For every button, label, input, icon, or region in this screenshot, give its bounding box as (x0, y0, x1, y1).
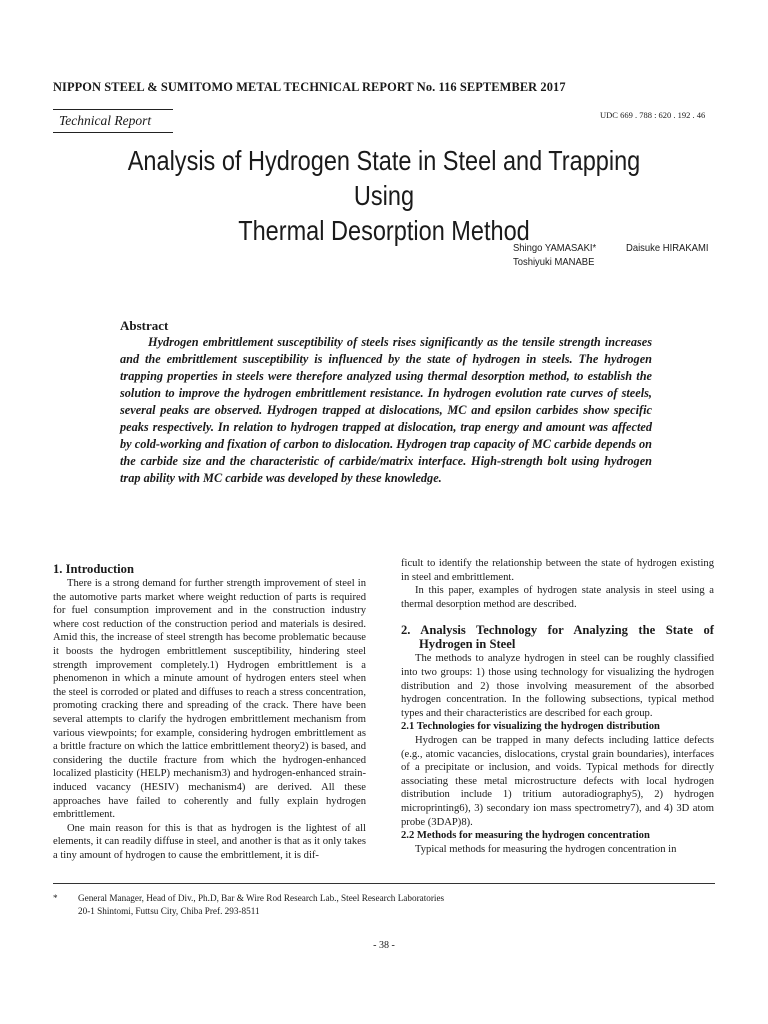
subsection-2-1-heading: 2.1 Technologies for visualizing the hydrogen distribution (401, 721, 660, 733)
scope-paragraph: In this paper, examples of hydrogen state analysis in steel using a thermal desorption method are described. (401, 585, 714, 610)
section-1-heading: 1. Introduction (53, 562, 134, 576)
article-type-label: Technical Report (59, 113, 152, 128)
subsection-2-2-paragraph: Typical methods for measuring the hydrogen concentration in (415, 843, 677, 855)
section-2-paragraph: The methods to analyze hydrogen in steel can be roughly classified into two groups: 1) those using technology for visualizing the hydrogen distribution and 2) those involving measurement of the absorbed hydrogen concentration. In the following subsections, typical method types and their characteristics are described for each group. (401, 653, 714, 719)
udc-code: UDC 669 . 788 : 620 . 192 . 46 (600, 110, 706, 120)
author-2: Daisuke HIRAKAMI (626, 242, 709, 254)
continued-paragraph: ficult to identify the relationship between the state of hydrogen existing in steel and embrittlement. (401, 558, 714, 583)
title-line-2: Thermal Desorption Method (238, 215, 530, 246)
subsection-2-1-paragraph: Hydrogen can be trapped in many defects including lattice defects (e.g., atomic vacancies, dislocations, crystal grain boundaries), interfaces of a precipitate or inclusion, and voids. Typical methods for directly associating these metal microstructure defects with local hydrogen distribution include 1) tritium autoradiography5), 2) hydrogen microprinting6), 3) secondary ion mass spectrometry7), and 4) 3D atom probe (3DAP)8). (401, 734, 714, 828)
right-column (401, 557, 714, 856)
footnote-line-2: 20-1 Shintomi, Futtsu City, Chiba Pref. 293-8511 (78, 906, 260, 916)
left-column (53, 558, 366, 862)
abstract-body: Hydrogen embrittlement susceptibility of steels rises significantly as the tensile strength increases and the embrittlement susceptibility is influenced by the state of hydrogen in steels. The hydrogen trapping properties in steels were therefore analyzed using thermal desorption method, to establish the solution to improve the hydrogen embrittlement resistance. In hydrogen evolution rate curves of steels, several peaks are observed. Hydrogen trapped at dislocations, MC and epsilon carbides show specific peaks respectively. In relation to hydrogen trapped at dislocation, trap energy and amount was affected by cold-working and fixation of carbon to dislocation. Hydrogen trap capacity of MC carbide depends on the carbide size and the characteristic of carbide/matrix interface. High-strength bolt using hydrogen trap ability with MC carbide was developed by these knowledge. (120, 335, 652, 485)
section-1-paragraph-2: One main reason for this is that as hydrogen is the lightest of all elements, it can readily diffuse in steel, and another is that as it only takes a tiny amount of hydrogen to cause the embrittlement, it is dif- (53, 822, 366, 861)
section-2-heading: 2. Analysis Technology for Analyzing the State of Hydrogen in Steel (401, 623, 714, 652)
page-number: - 38 - (373, 940, 395, 951)
paper-title (95, 143, 673, 248)
author-1: Shingo YAMASAKI* (513, 242, 597, 254)
footnote-mark: * (53, 893, 58, 903)
title-line-1: Analysis of Hydrogen State in Steel and Trapping Using (127, 145, 641, 211)
subsection-2-2-heading: 2.2 Methods for measuring the hydrogen concentration (401, 830, 650, 842)
article-type-box (53, 109, 173, 133)
section-1-paragraph-1: There is a strong demand for further strength improvement of steel in the automotive parts market where weight reduction of parts is required for fuel consumption improvement and in the construction industry where cost reduction of the construction period and materials is desired. Amid this, the increase of steel strength has become problematic because it boosts the hydrogen embrittlement susceptibility, hindering steel strength improvement completely.1) Hydrogen embrittlement is a phenomenon in which a minute amount of hydrogen enters steel when the steel is corroded or plated and diffuses to reach a stress concentration, promoting cracking there and spreading of the crack. There have been several attempts to clarify the hydrogen embrittlement mechanism from various viewpoints; for example, considering hydrogen embrittlement as a brittle fracture on which the lattice embrittlement theory2) is based, and considering the ductile fracture from which the hydrogen-enhanced localized plasticity (HELP) mechanism3) and hydrogen-enhanced strain-induced vacancy (HESIV) mechanism4) are derived. All these approaches have failed to coherently and fully explain hydrogen embrittlement. (53, 578, 366, 821)
journal-header: NIPPON STEEL & SUMITOMO METAL TECHNICAL REPORT No. 116 SEPTEMBER 2017 (53, 80, 566, 94)
footnote-line-1: General Manager, Head of Div., Ph.D, Bar & Wire Rod Research Lab., Steel Research Laboratories (78, 893, 445, 903)
footnote-divider (53, 883, 715, 884)
author-3: Toshiyuki MANABE (513, 256, 595, 268)
abstract-heading: Abstract (120, 318, 169, 333)
